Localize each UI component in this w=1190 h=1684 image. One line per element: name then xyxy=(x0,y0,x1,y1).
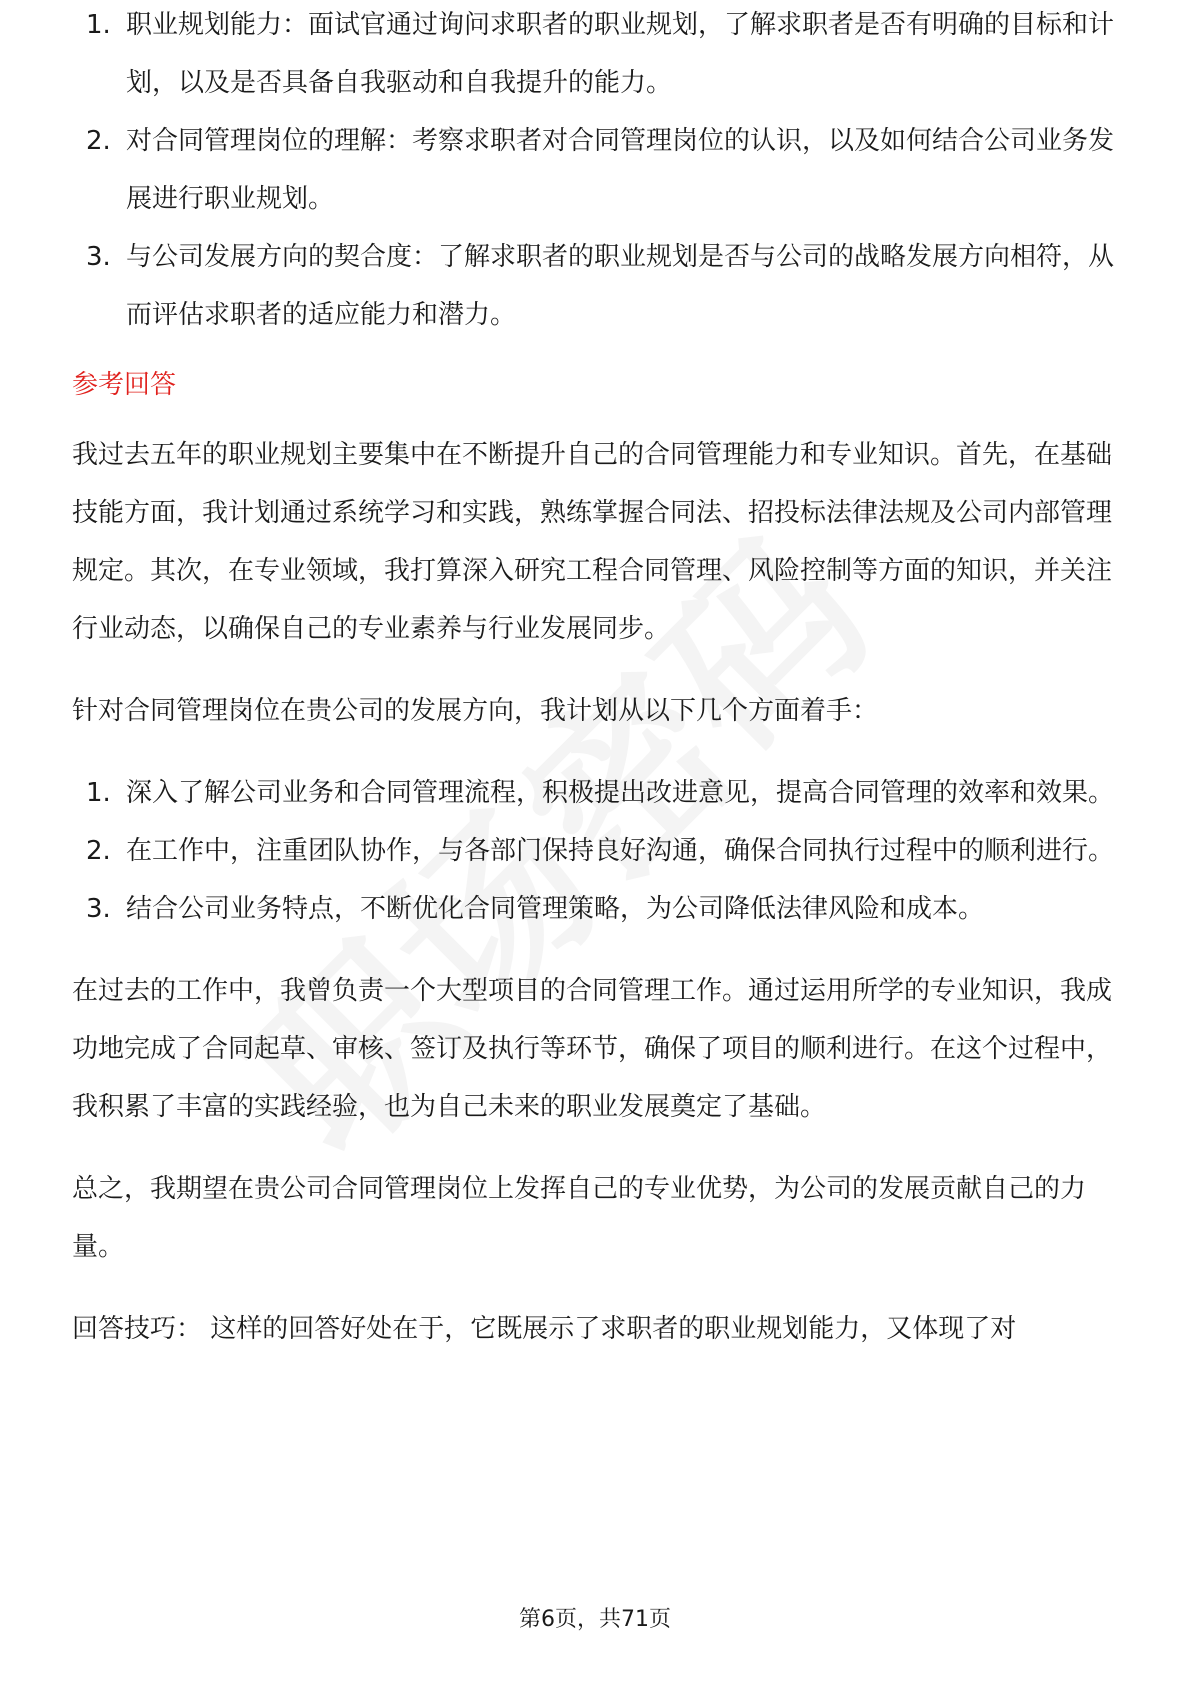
list-number: 1. xyxy=(86,778,111,808)
list-text: 职业规划能力：面试官通过询问求职者的职业规划，了解求职者是否有明确的目标和计划，以及是否具备自我驱动和自我提升的能力。 xyxy=(126,10,1115,98)
plan-list xyxy=(72,764,1122,938)
answer-tips-paragraph: 回答技巧： 这样的回答好处在于，它既展示了求职者的职业规划能力，又体现了对 xyxy=(72,1314,1017,1344)
list-item xyxy=(72,228,1122,344)
list-number: 2. xyxy=(86,836,111,866)
answer-paragraph-4: 总之，我期望在贵公司合同管理岗位上发挥自己的专业优势，为公司的发展贡献自己的力量。 xyxy=(72,1174,1087,1262)
page-content xyxy=(72,0,1122,1358)
list-item xyxy=(72,764,1122,822)
list-item xyxy=(72,112,1122,228)
list-item xyxy=(72,0,1122,112)
list-text: 在工作中，注重团队协作，与各部门保持良好沟通，确保合同执行过程中的顺利进行。 xyxy=(126,836,1115,866)
list-number: 2. xyxy=(86,126,111,156)
list-number: 3. xyxy=(86,894,111,924)
list-number: 1. xyxy=(86,10,111,40)
list-text: 对合同管理岗位的理解：考察求职者对合同管理岗位的认识，以及如何结合公司业务发展进行职业规划。 xyxy=(126,126,1115,214)
list-item xyxy=(72,822,1122,880)
list-number: 3. xyxy=(86,242,111,272)
answer-paragraph-1: 我过去五年的职业规划主要集中在不断提升自己的合同管理能力和专业知识。首先，在基础技能方面，我计划通过系统学习和实践，熟练掌握合同法、招投标法律法规及公司内部管理规定。其次，在专业领域，我打算深入研究工程合同管理、风险控制等方面的知识，并关注行业动态，以确保自己的专业素养与行业发展同步。 xyxy=(72,440,1113,644)
answer-paragraph-2: 针对合同管理岗位在贵公司的发展方向，我计划从以下几个方面着手： xyxy=(72,696,879,726)
evaluation-points-list xyxy=(72,0,1122,344)
answer-paragraph-3: 在过去的工作中，我曾负责一个大型项目的合同管理工作。通过运用所学的专业知识，我成功地完成了合同起草、审核、签订及执行等环节，确保了项目的顺利进行。在这个过程中，我积累了丰富的实践经验，也为自己未来的职业发展奠定了基础。 xyxy=(72,976,1113,1122)
list-text: 与公司发展方向的契合度：了解求职者的职业规划是否与公司的战略发展方向相符，从而评估求职者的适应能力和潜力。 xyxy=(126,242,1115,330)
page-footer: 第6页，共71页 xyxy=(519,1607,671,1632)
list-text: 结合公司业务特点，不断优化合同管理策略，为公司降低法律风险和成本。 xyxy=(126,894,985,924)
list-text: 深入了解公司业务和合同管理流程，积极提出改进意见，提高合同管理的效率和效果。 xyxy=(126,778,1115,808)
section-heading: 参考回答 xyxy=(72,370,177,400)
list-item xyxy=(72,880,1122,938)
